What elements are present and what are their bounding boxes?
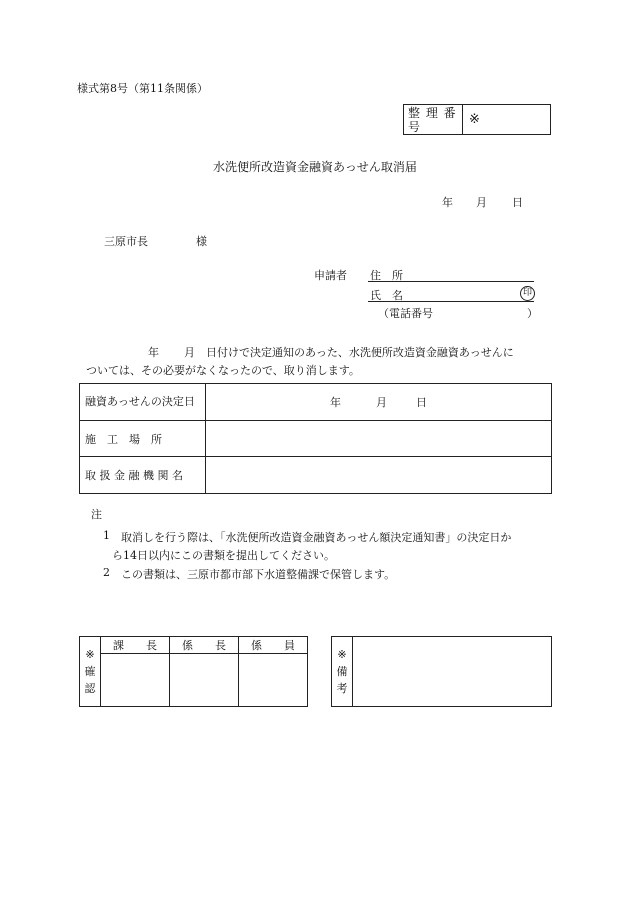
body-month: 月 [184, 346, 195, 359]
addressee-name: 三原市長 [104, 235, 148, 248]
decision-month: 月 [376, 396, 387, 409]
financial-institution-label: 取 扱 金 融 機 関 名 [80, 457, 206, 494]
table-row [80, 421, 552, 457]
financial-institution-value [206, 457, 552, 494]
stamp-cell-subsection-chief [170, 654, 239, 707]
phone-label: （電話番号 [378, 307, 433, 320]
column-subsection-chief: 係 長 [170, 637, 239, 654]
applicant-label: 申請者 [314, 269, 347, 282]
date-day: 日 [512, 196, 523, 209]
remarks-label: 備考 [336, 665, 348, 695]
remarks-side [332, 637, 353, 707]
notes-heading: 注 [91, 508, 102, 521]
note-1-line1: 取消しを行う際は、「水洗便所改造資金融資あっせん額決定通知書」の決定日か [121, 531, 512, 544]
confirm-box [79, 636, 308, 707]
remarks-mark: ※ [337, 648, 347, 661]
table-row [80, 384, 552, 421]
stamp-cell-staff [239, 654, 308, 707]
address-underline [368, 281, 534, 282]
table-row [80, 457, 552, 494]
address-label: 住 所 [370, 269, 403, 282]
remarks-content [353, 637, 552, 707]
date-year: 年 [442, 196, 453, 209]
note-2-num: 2 [103, 566, 110, 579]
note-1-line2: ら14日以内にこの書類を提出してください。 [112, 549, 335, 562]
seal-mark: 印 [520, 286, 535, 301]
remarks-box [331, 636, 552, 707]
column-section-chief: 課 長 [101, 637, 170, 654]
construction-site-label: 施 工 場 所 [80, 421, 206, 457]
body-line1: 日付けで決定通知のあった、水洗便所改造資金融資あっせんに [206, 346, 514, 359]
stamp-cell-section-chief [101, 654, 170, 707]
decision-year: 年 [330, 396, 341, 409]
construction-site-value [206, 421, 552, 457]
details-table [79, 383, 552, 494]
phone-close: ） [527, 307, 538, 320]
decision-date-value [206, 384, 552, 421]
decision-date-label: 融資あっせんの決定日 [80, 384, 206, 421]
name-underline [368, 301, 534, 302]
confirm-mark: ※ [85, 648, 95, 661]
name-label: 氏 名 [370, 289, 403, 302]
seiri-mark: ※ [463, 105, 551, 135]
form-number: 様式第8号（第11条関係） [77, 82, 208, 95]
column-staff: 係 員 [239, 637, 308, 654]
seiri-box [403, 104, 551, 135]
document-title: 水洗便所改造資金融資あっせん取消届 [213, 160, 417, 174]
decision-day: 日 [416, 396, 427, 409]
note-1-num: 1 [103, 529, 110, 542]
seiri-label: 整 理 番 号 [404, 105, 463, 135]
body-year: 年 [148, 346, 159, 359]
body-line2: ついては、その必要がなくなったので、取り消します。 [86, 364, 360, 377]
confirm-side [80, 637, 101, 707]
note-2-line1: この書類は、三原市都市部下水道整備課で保管します。 [121, 568, 396, 581]
confirm-label: 確認 [84, 665, 96, 695]
date-month: 月 [476, 196, 487, 209]
addressee-honorific: 様 [196, 235, 207, 248]
